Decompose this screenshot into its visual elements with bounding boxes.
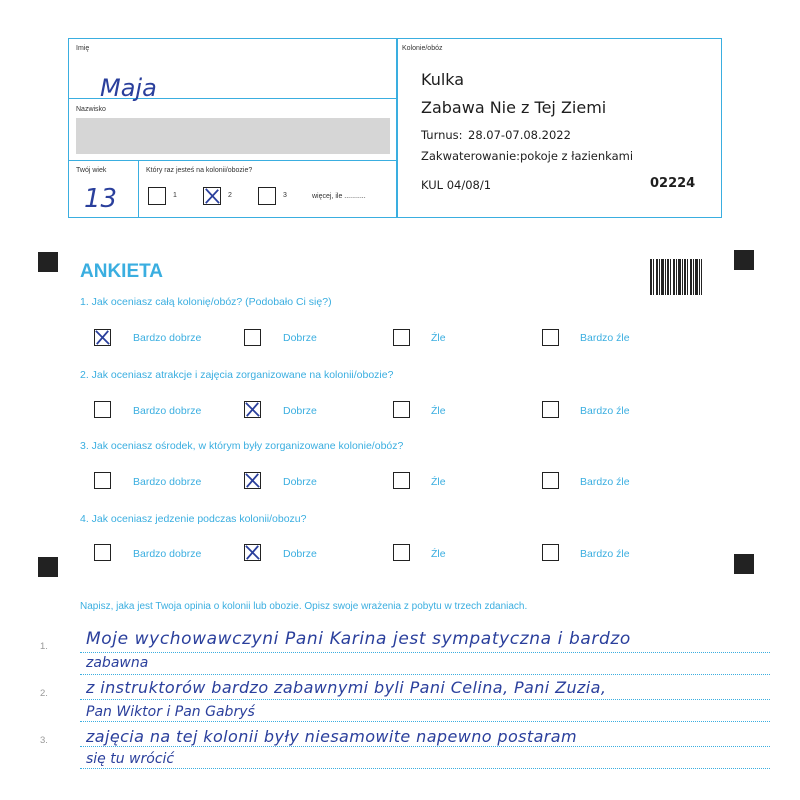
q4-checkbox-bardzo-dobrze[interactable] bbox=[94, 544, 111, 561]
q2-option-bardzo-dobrze: Bardzo dobrze bbox=[133, 405, 202, 417]
q1-checkbox-dobrze[interactable] bbox=[244, 329, 261, 346]
answer-line-3[interactable]: z instruktorów bardzo zabawnymi byli Pani Celina, Pani Zuzia, bbox=[86, 678, 607, 697]
times-checkbox-1[interactable] bbox=[148, 187, 166, 205]
q1-option-bardzo-zle: Bardzo źle bbox=[580, 332, 630, 344]
times-more-label: więcej, ile ........... bbox=[312, 193, 366, 200]
accommodation-value: pokoje z łazienkami bbox=[520, 149, 634, 163]
times-option-1: 1 bbox=[173, 192, 177, 199]
question-4: 4. Jak oceniasz jedzenie podczas kolonii/obozu? bbox=[80, 513, 307, 525]
answer-line-5[interactable]: zajęcia na tej kolonii były niesamowite napewno postaram bbox=[86, 727, 577, 746]
q3-option-bardzo-zle: Bardzo źle bbox=[580, 476, 630, 488]
q3-checkbox-bardzo-zle[interactable] bbox=[542, 472, 559, 489]
turnus-value: 28.07-07.08.2022 bbox=[468, 128, 571, 142]
answer-line-1[interactable]: Moje wychowawczyni Pani Karina jest sympatyczna i bardzo bbox=[86, 629, 631, 649]
camp-title: Zabawa Nie z Tej Ziemi bbox=[421, 98, 607, 117]
q2-checkbox-bardzo-zle[interactable] bbox=[542, 401, 559, 418]
question-2: 2. Jak oceniasz atrakcje i zajęcia zorganizowane na kolonii/obozie? bbox=[80, 369, 394, 381]
answer-line-6[interactable]: się tu wrócić bbox=[86, 751, 175, 767]
check-mark-icon bbox=[245, 402, 260, 417]
writing-line bbox=[80, 721, 770, 722]
writing-line bbox=[80, 699, 770, 700]
turnus-label: Turnus: bbox=[421, 128, 463, 142]
q1-checkbox-zle[interactable] bbox=[393, 329, 410, 346]
times-checkbox-3[interactable] bbox=[258, 187, 276, 205]
camp-name: Kulka bbox=[421, 70, 465, 89]
divider bbox=[138, 160, 139, 218]
q3-option-bardzo-dobrze: Bardzo dobrze bbox=[133, 476, 202, 488]
answer-line-2[interactable]: zabawna bbox=[86, 655, 149, 671]
question-3: 3. Jak oceniasz ośrodek, w którym były zorganizowane kolonie/obóz? bbox=[80, 440, 404, 452]
q4-checkbox-bardzo-zle[interactable] bbox=[542, 544, 559, 561]
camp-label: Kolonie/obóz bbox=[402, 45, 443, 52]
q1-option-bardzo-dobrze: Bardzo dobrze bbox=[133, 332, 202, 344]
age-label: Twój wiek bbox=[76, 167, 107, 174]
barcode-icon bbox=[650, 259, 702, 295]
writing-line bbox=[80, 652, 770, 653]
times-option-2: 2 bbox=[228, 192, 232, 199]
camp-code: KUL 04/08/1 bbox=[421, 178, 492, 192]
q4-checkbox-dobrze[interactable] bbox=[244, 544, 261, 561]
q2-checkbox-zle[interactable] bbox=[393, 401, 410, 418]
question-1: 1. Jak oceniasz całą kolonię/obóz? (Podobało Ci się?) bbox=[80, 296, 332, 308]
writing-line bbox=[80, 768, 770, 769]
check-mark-icon bbox=[245, 545, 260, 560]
q3-checkbox-dobrze[interactable] bbox=[244, 472, 261, 489]
survey-title: ANKIETA bbox=[80, 261, 164, 282]
opinion-prompt: Napisz, jaka jest Twoja opinia o kolonii lub obozie. Opisz swoje wrażenia z pobytu w trzech zdaniach. bbox=[80, 601, 528, 612]
q3-option-zle: Źle bbox=[431, 476, 446, 488]
q1-checkbox-bardzo-zle[interactable] bbox=[542, 329, 559, 346]
q3-checkbox-bardzo-dobrze[interactable] bbox=[94, 472, 111, 489]
name-label: Imię bbox=[76, 45, 90, 52]
q3-checkbox-zle[interactable] bbox=[393, 472, 410, 489]
times-checkbox-2[interactable] bbox=[203, 187, 221, 205]
q1-option-zle: Źle bbox=[431, 332, 446, 344]
times-label: Który raz jesteś na kolonii/obozie? bbox=[146, 167, 253, 174]
q4-option-zle: Źle bbox=[431, 548, 446, 560]
q4-checkbox-zle[interactable] bbox=[393, 544, 410, 561]
line-number-3: 3. bbox=[40, 735, 48, 746]
surname-redaction bbox=[76, 118, 390, 154]
name-handwritten[interactable]: Maja bbox=[100, 74, 157, 102]
q2-option-dobrze: Dobrze bbox=[283, 405, 317, 417]
times-option-3: 3 bbox=[283, 192, 287, 199]
line-number-1: 1. bbox=[40, 641, 48, 652]
q2-checkbox-bardzo-dobrze[interactable] bbox=[94, 401, 111, 418]
check-mark-icon bbox=[95, 330, 110, 345]
q4-option-bardzo-zle: Bardzo źle bbox=[580, 548, 630, 560]
registration-marker bbox=[734, 554, 754, 574]
q2-option-bardzo-zle: Bardzo źle bbox=[580, 405, 630, 417]
check-mark-icon bbox=[204, 188, 220, 204]
check-mark-icon bbox=[245, 473, 260, 488]
q2-checkbox-dobrze[interactable] bbox=[244, 401, 261, 418]
answer-line-4[interactable]: Pan Wiktor i Pan Gabryś bbox=[86, 704, 255, 720]
registration-marker bbox=[38, 557, 58, 577]
writing-line bbox=[80, 674, 770, 675]
divider bbox=[68, 160, 398, 161]
q4-option-dobrze: Dobrze bbox=[283, 548, 317, 560]
q4-option-bardzo-dobrze: Bardzo dobrze bbox=[133, 548, 202, 560]
q3-option-dobrze: Dobrze bbox=[283, 476, 317, 488]
age-handwritten[interactable]: 13 bbox=[84, 184, 118, 214]
q1-checkbox-bardzo-dobrze[interactable] bbox=[94, 329, 111, 346]
writing-line bbox=[80, 746, 770, 747]
camp-number: 02224 bbox=[650, 176, 696, 191]
q2-option-zle: Źle bbox=[431, 405, 446, 417]
q1-option-dobrze: Dobrze bbox=[283, 332, 317, 344]
accommodation-label: Zakwaterowanie: bbox=[421, 149, 521, 163]
surname-label: Nazwisko bbox=[76, 106, 106, 113]
registration-marker bbox=[38, 252, 58, 272]
registration-marker bbox=[734, 250, 754, 270]
line-number-2: 2. bbox=[40, 688, 48, 699]
